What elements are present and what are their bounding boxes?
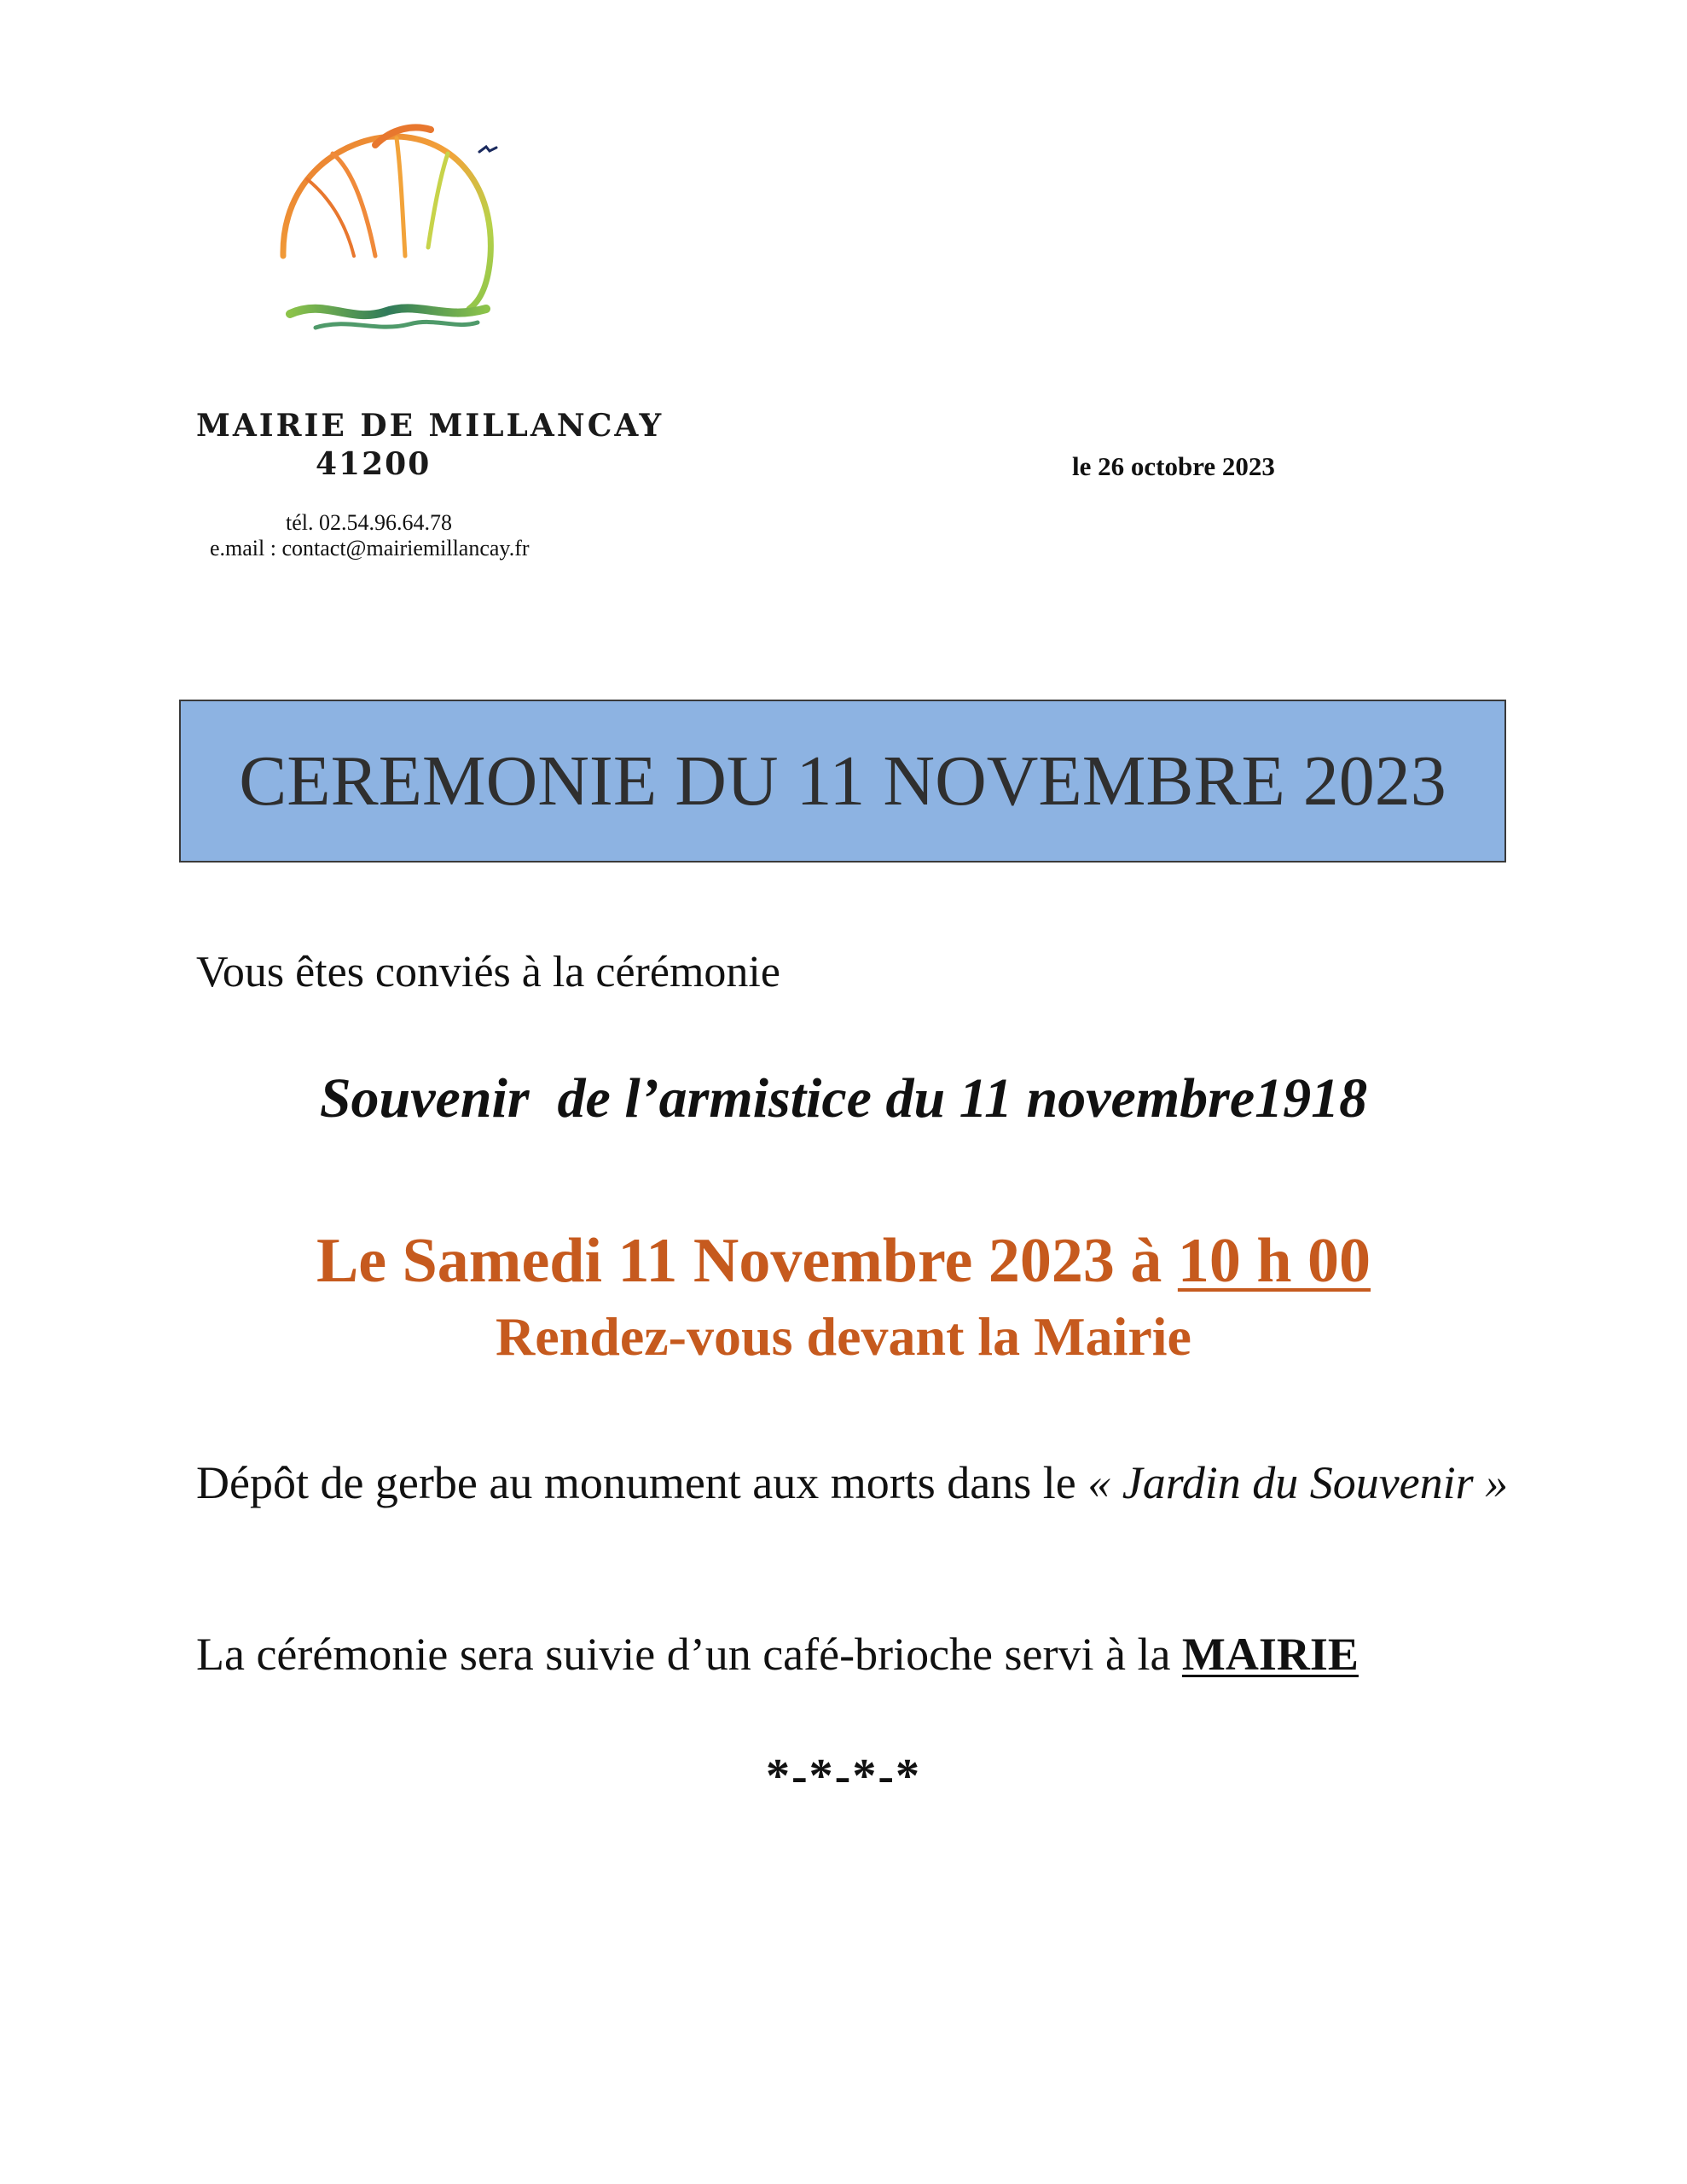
closing-separator: *-*-*-* [766, 1750, 921, 1803]
invitation-line: Vous êtes conviés à la cérémonie [196, 948, 780, 996]
event-time: 10 h 00 [1177, 1226, 1371, 1296]
postal-code: 41200 [316, 446, 432, 482]
armistice-subtitle: Souvenir de l’armistice du 11 novembre1918 [319, 1067, 1368, 1130]
meeting-place: Rendez-vous devant la Mairie [496, 1306, 1191, 1367]
email-address: e.mail : contact@mairiemillancay.fr [210, 536, 530, 561]
reception-paragraph [196, 1628, 1359, 1681]
mairie-title: MAIRIE DE MILLANCAY [196, 408, 664, 444]
wreath-laying-paragraph [196, 1455, 1527, 1511]
millancay-logo [230, 119, 512, 341]
wreath-laying-text: Dépôt de gerbe au monument aux morts dans le [196, 1457, 1088, 1508]
millancay-logo-icon [230, 119, 512, 341]
ceremony-title-box [179, 700, 1506, 863]
event-date: Le Samedi 11 Novembre 2023 à [316, 1226, 1178, 1296]
letter-date: le 26 octobre 2023 [1072, 451, 1275, 481]
reception-text: La cérémonie sera suivie d’un café-brioche servi à la [196, 1629, 1182, 1680]
ceremony-title: CEREMONIE DU 11 NOVEMBRE 2023 [239, 741, 1446, 821]
event-date-line [0, 1225, 1687, 1298]
phone-number: tél. 02.54.96.64.78 [286, 510, 452, 535]
reception-place: MAIRIE [1181, 1629, 1359, 1680]
garden-name: « Jardin du Souvenir » [1087, 1457, 1509, 1508]
